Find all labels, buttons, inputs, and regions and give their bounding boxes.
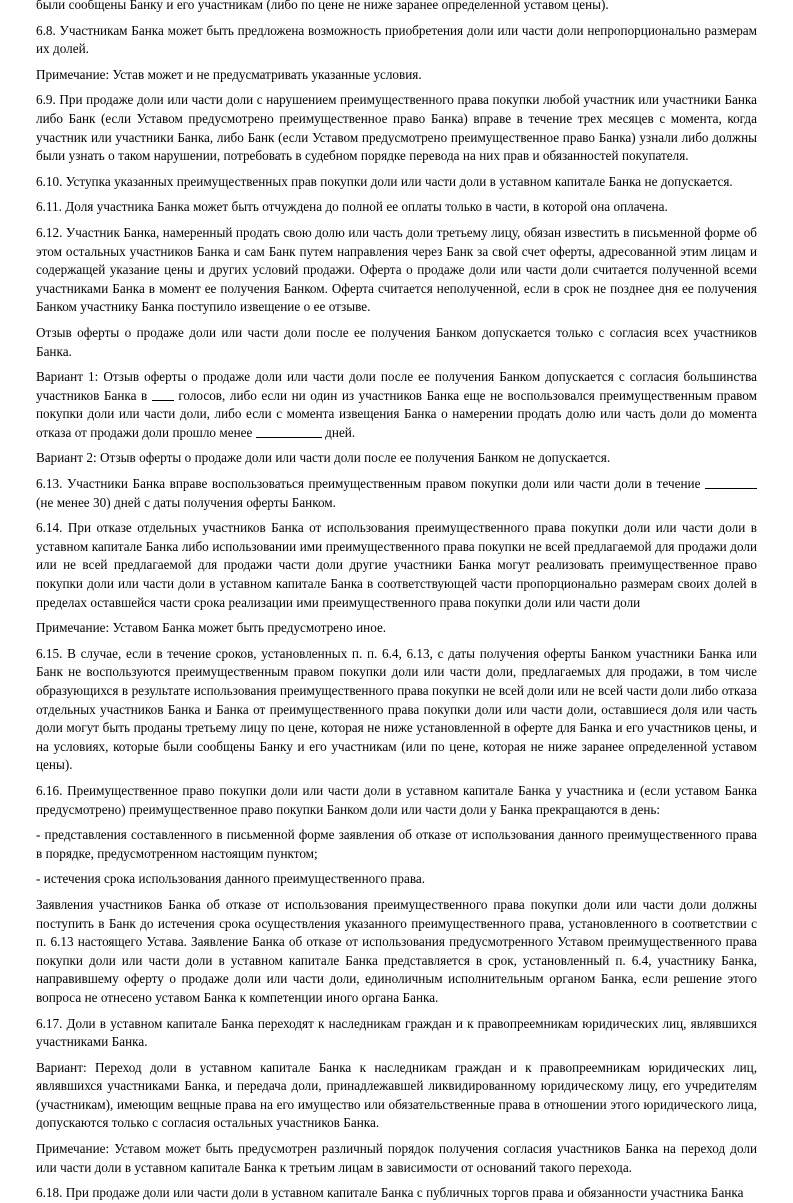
paragraph-note-2: Примечание: Уставом Банка может быть предусмотрено иное. (36, 620, 387, 636)
paragraph-6-13 (36, 475, 757, 512)
paragraph-6-8: 6.8. Участникам Банка может быть предложена возможность приобретения доли или части доли непропорционально размерам их долей. (36, 22, 757, 57)
fill-in-blank-votes (152, 389, 174, 401)
variant-1-text-after-blank: дней. (321, 424, 356, 440)
paragraph-6-17: 6.17. Доли в уставном капитале Банка переходят к наследникам граждан и к правопреемникам юридических лиц, являвшихся участниками Банка. (36, 1015, 757, 1050)
paragraph-6-18-truncated: 6.18. При продаже доли или части доли в уставном капитале Банка с публичных торгов права и обязанности участника Банка (36, 1185, 744, 1201)
paragraph-note-3: Примечание: Уставом может быть предусмотрен различный порядок получения согласия участников Банка на переход доли или части доли в уставном капитале Банка к третьим лицам в зависимости от оснований такого перехода. (36, 1141, 757, 1175)
variant-1-text-between-blanks: голосов, либо если ни один из участников Банка еще не воспользовался преимущественным правом покупки доли или части доли, либо если с момента извещения Банка о намерении продать долю или часть доли до момента отказа от продажи доли прошло менее (36, 387, 757, 440)
paragraph-dash-item-2: - истечения срока использования данного преимущественного права. (36, 871, 426, 887)
fill-in-blank-days (256, 426, 322, 438)
paragraph-continuation-top: были сообщены Банку и его участникам (либо по цене не ниже заранее определенной уставом цены). (36, 0, 609, 12)
paragraph-offer-withdrawal: Отзыв оферты о продаже доли или части доли после ее получения Банком допускается только с согласия всех участников Банка. (36, 324, 757, 359)
paragraph-note-1: Примечание: Устав может и не предусматривать указанные условия. (36, 66, 422, 82)
paragraph-6-10: 6.10. Уступка указанных преимущественных прав покупки доли или части доли в уставном капитале Банка не допускается. (36, 173, 733, 189)
paragraph-6-15: 6.15. В случае, если в течение сроков, установленных п. п. 6.4, 6.13, с даты получения оферты Банком участники Банка или Банк не воспользуются преимущественным правом покупки доли или части доли, предлагаемых для продажи, в том числе образующихся в результате использования преимущественного права покупки не всей доли или не всей части доли либо отказа отдельных участников Банка и Банка от преимущественного права покупки доли или части доли, оставшиеся доля или часть доли могут быть проданы третьему лицу по цене, которая не ниже установленной в оферте для Банка и его участников цены, и на условиях, которые были сообщены Банку и его участникам (или по цене, которая не ниже заранее определенной уставом цены). (36, 645, 757, 773)
variant-1-text-before-blank: Вариант 1: Отзыв оферты о продаже доли или части доли после ее получения Банком допускается с согласия большинства участников Банка в (36, 369, 757, 403)
paragraph-6-13-text-after-blank: (не менее 30) дней с даты получения оферты Банком. (36, 494, 336, 510)
paragraph-variant-2: Вариант 2: Отзыв оферты о продаже доли или части доли после ее получения Банком не допускается. (36, 450, 611, 466)
paragraph-6-16: 6.16. Преимущественное право покупки доли или части доли в уставном капитале Банка у участника и (если уставом Банка предусмотрено) преимущественное право покупки Банком доли или части доли у Банка прекращаются в день: (36, 782, 757, 817)
paragraph-6-12: 6.12. Участник Банка, намеренный продать свою долю или часть доли третьему лицу, обязан известить в письменной форме об этом остальных участников Банка и сам Банк путем направления через Банк за свой счет оферты, адресованной этим лицам и содержащей указание цены и других условий продажи. Оферта о продаже доли или части доли считается полученной всеми участниками Банка в момент ее получения Банком. Оферта считается неполученной, если в срок не позднее дня ее получения Банком участнику Банка поступило извещение о ее отзыве. (36, 224, 757, 315)
paragraph-6-11: 6.11. Доля участника Банка может быть отчуждена до полной ее оплаты только в части, в которой она оплачена. (36, 199, 668, 215)
paragraph-6-13-text-before-blank: 6.13. Участники Банка вправе воспользоваться преимущественным правом покупки доли или части доли в течение (36, 476, 705, 492)
paragraph-6-9: 6.9. При продаже доли или части доли с нарушением преимущественного права покупки любой участник или участники Банка либо Банк (если Уставом предусмотрено преимущественное право Банка) вправе в течение трех месяцев с момента, когда участник или участники Банка, либо Банк (если Уставом предусмотрено преимущественное право Банка) узнали либо должны были узнать о таком нарушении, потребовать в судебном порядке перевода на них прав и обязанностей покупателя. (36, 92, 757, 164)
fill-in-blank-term-days (705, 477, 757, 489)
document-body (36, 0, 757, 1203)
paragraph-dash-item-1: - представления составленного в письменной форме заявления об отказе от использования данного преимущественного права в порядке, предусмотренном настоящим пунктом; (36, 827, 757, 861)
paragraph-6-14: 6.14. При отказе отдельных участников Банка от использования преимущественного права покупки доли или части доли в уставном капитале Банка либо использовании ими преимущественного права покупки не всей предлагаемой для продажи доли или не всей предлагаемой для продажи части доли другие участники Банка могут реализовать преимущественное право покупки доли или части доли в уставном капитале Банка в соответствующей части пропорционально размерам своих долей в пределах оставшейся части срока реализации ими преимущественного права покупки доли или части доли (36, 520, 757, 610)
paragraph-variant-1 (36, 368, 757, 442)
paragraph-variant-3: Вариант: Переход доли в уставном капитале Банка к наследникам граждан и к правопреемникам юридических лиц, являвшихся участниками Банка, и передача доли, принадлежавшей ликвидированному юридическому лицу, его учредителям (участникам), имеющим вещные права на его имущество или обязательственные права в отношении этого юридического лица, допускаются только с согласия остальных участников Банка. (36, 1059, 757, 1131)
paragraph-waiver-statements: Заявления участников Банка об отказе от использования преимущественного права покупки доли или части доли должны поступить в Банк до истечения срока осуществления указанного преимущественного права, установленного в соответствии с п. 6.13 настоящего Устава. Заявление Банка об отказе от использования предусмотренного Уставом преимущественного права покупки доли или части доли в уставном капитале Банка представляется в срок, установленный п. 6.4, участнику Банка, направившему оферту о продаже доли или части доли, единоличным исполнительным органом Банка, если решение этого вопроса не отнесено уставом Банка к компетенции иного органа Банка. (36, 896, 757, 1005)
